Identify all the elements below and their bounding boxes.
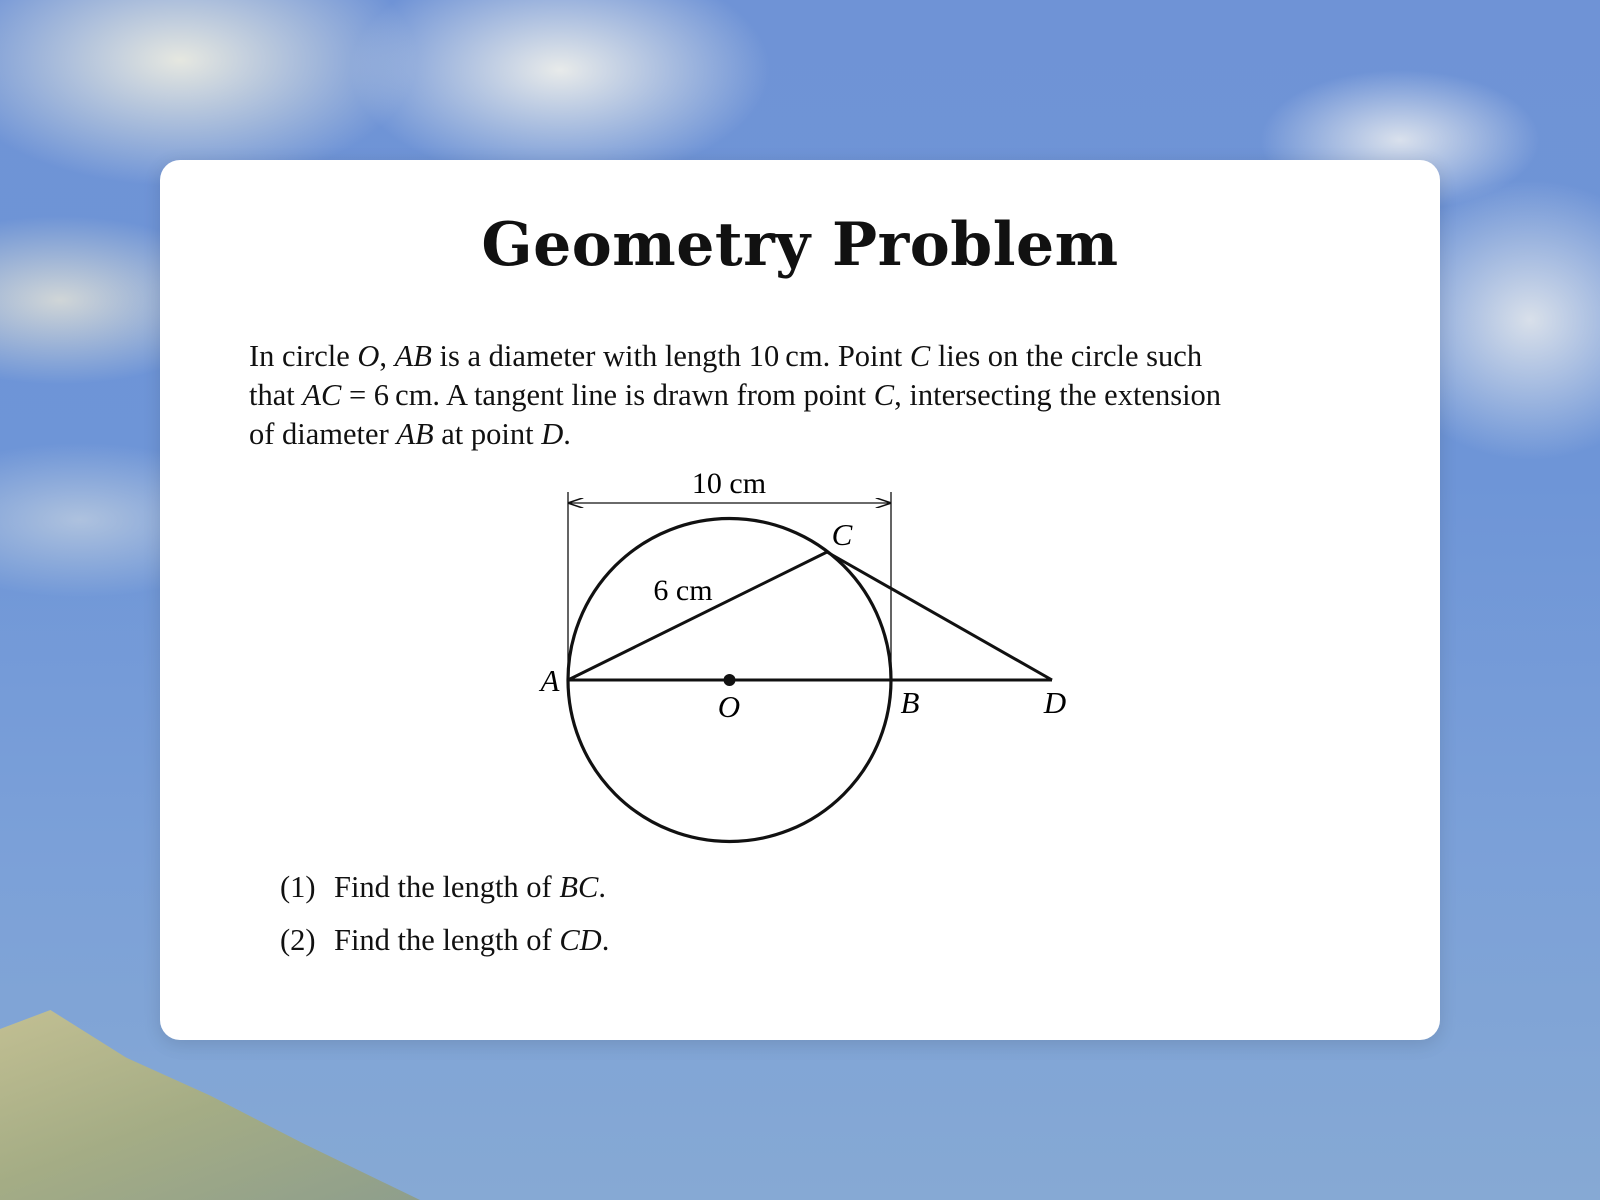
question-2: (2) Find the length of CD. [280, 923, 610, 957]
problem-line-3: of diameter AB at point D. [249, 417, 571, 451]
tangent-cd [827, 552, 1052, 680]
question-list [280, 869, 609, 975]
point-label-o: O [717, 689, 741, 724]
chord-label: 6 cm [653, 574, 713, 607]
point-label-a: A [540, 663, 560, 698]
question-1: (1) Find the length of BC. [280, 870, 606, 904]
problem-line-1: In circle O, AB is a diameter with length 10 cm. Point C lies on the circle such [249, 339, 1203, 373]
center-point [724, 674, 736, 686]
point-label-b: B [900, 685, 920, 720]
problem-card [160, 160, 1440, 1040]
dimension-label: 10 cm [691, 467, 767, 500]
problem-line-2: that AC = 6 cm. A tangent line is drawn from point C, intersecting the extension [249, 378, 1222, 412]
point-label-d: D [1043, 685, 1067, 720]
page-title: Geometry Problem [481, 210, 1119, 280]
point-label-c: C [831, 517, 853, 552]
chord-ac [568, 552, 827, 680]
